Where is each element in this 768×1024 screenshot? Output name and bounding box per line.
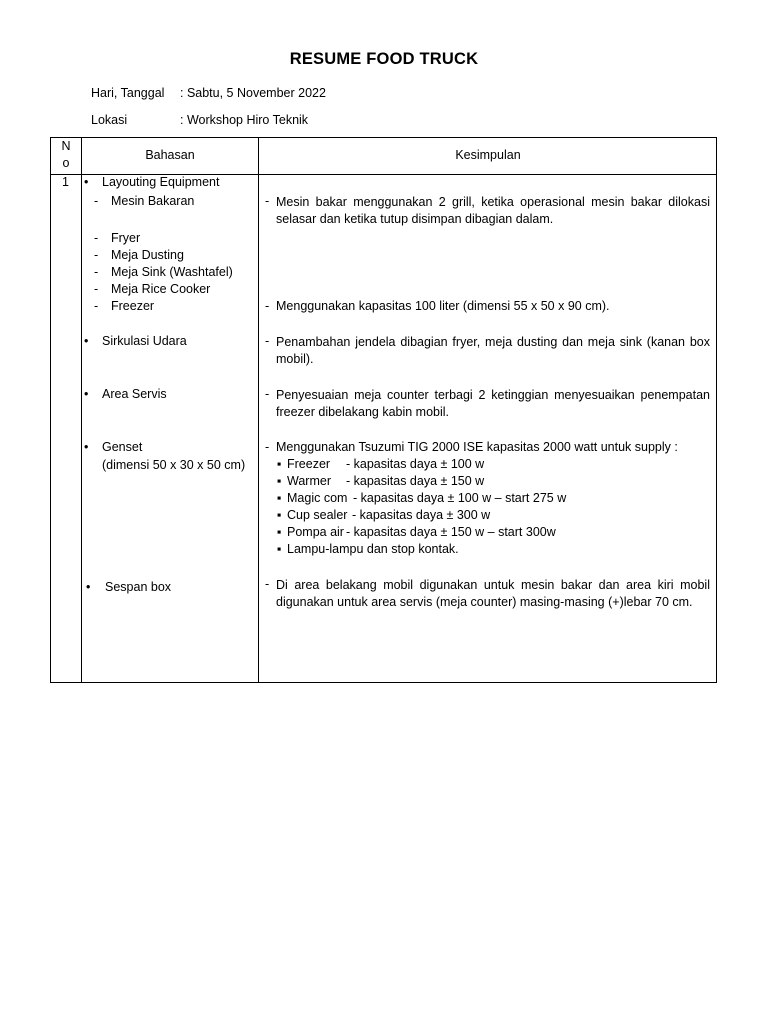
topic-sespan: Sespan box xyxy=(105,580,172,594)
conclusion-area-servis: Penyesuaian meja counter terbagi 2 ketinggian menyesuaikan penempatan freezer dibelakang kabin mobil. xyxy=(276,388,710,419)
conclusion-mesin-bakar: Mesin bakar menggunakan 2 grill, ketika operasional mesin bakar dilokasi selasar dan ketika tutup disimpan dibagian dalam. xyxy=(276,195,710,226)
square-bullet-icon xyxy=(277,457,281,471)
dash-icon xyxy=(94,265,98,279)
genset-item-spec: - kapasitas daya ± 300 w xyxy=(352,508,491,522)
genset-item-name: Warmer xyxy=(287,474,331,488)
square-bullet-icon xyxy=(277,474,281,488)
square-bullet-icon xyxy=(277,508,281,522)
page-title: RESUME FOOD TRUCK xyxy=(289,50,479,68)
genset-item-name: Cup sealer xyxy=(287,508,348,522)
meta-label-date: Hari, Tanggal xyxy=(91,86,165,100)
row-number: 1 xyxy=(62,175,69,189)
topic-area-servis: Area Servis xyxy=(102,387,167,401)
genset-item-name: Freezer xyxy=(287,457,331,471)
conclusion-sespan: Di area belakang mobil digunakan untuk mesin bakar dan area kiri mobil digunakan untuk area servis (meja counter) masing-masing (+)lebar 70 cm. xyxy=(276,578,710,609)
bullet-icon xyxy=(84,175,88,189)
conclusion-freezer: Menggunakan kapasitas 100 liter (dimensi 55 x 50 x 90 cm). xyxy=(276,299,610,313)
conclusion-sirkulasi: Penambahan jendela dibagian fryer, meja dusting dan meja sink (kanan box mobil). xyxy=(276,335,710,366)
column-divider xyxy=(258,138,259,682)
header-no-line1: N xyxy=(61,139,71,153)
dash-icon xyxy=(94,299,98,313)
header-kesimpulan: Kesimpulan xyxy=(455,148,521,162)
square-bullet-icon xyxy=(277,491,281,505)
dash-icon xyxy=(94,248,98,262)
topic-layouting: Layouting Equipment xyxy=(102,175,220,189)
meta-value-location: : Workshop Hiro Teknik xyxy=(180,113,309,127)
genset-item-name: Pompa air xyxy=(287,525,344,539)
equipment-item: Meja Dusting xyxy=(111,248,184,262)
bullet-icon xyxy=(84,334,88,348)
topic-sirkulasi: Sirkulasi Udara xyxy=(102,334,187,348)
conclusion-genset: Menggunakan Tsuzumi TIG 2000 ISE kapasitas 2000 watt untuk supply : xyxy=(276,440,678,454)
column-divider xyxy=(81,138,82,682)
genset-item-spec: - kapasitas daya ± 150 w xyxy=(346,474,485,488)
dash-icon xyxy=(265,440,269,454)
dash-icon xyxy=(94,194,98,208)
equipment-item: Meja Sink (Washtafel) xyxy=(111,265,233,279)
genset-dimension: (dimensi 50 x 30 x 50 cm) xyxy=(102,458,246,472)
genset-item-spec: - kapasitas daya ± 100 w xyxy=(346,457,485,471)
meta-label-location: Lokasi xyxy=(91,113,128,127)
header-no-line2: o xyxy=(62,156,70,170)
resume-table xyxy=(50,137,717,683)
topic-genset: Genset xyxy=(102,440,143,454)
bullet-icon xyxy=(84,440,88,454)
equipment-item: Fryer xyxy=(111,231,141,245)
square-bullet-icon xyxy=(277,542,281,556)
dash-icon xyxy=(265,387,269,401)
dash-icon xyxy=(265,334,269,348)
equipment-item: Freezer xyxy=(111,299,155,313)
genset-item-spec: - kapasitas daya ± 100 w – start 275 w xyxy=(353,491,567,505)
equipment-item: Mesin Bakaran xyxy=(111,194,195,208)
dash-icon xyxy=(94,231,98,245)
equipment-item: Meja Rice Cooker xyxy=(111,282,211,296)
bullet-icon xyxy=(86,580,90,594)
bullet-icon xyxy=(84,387,88,401)
header-bahasan: Bahasan xyxy=(145,148,195,162)
genset-item-name: Magic com xyxy=(287,491,348,505)
square-bullet-icon xyxy=(277,525,281,539)
meta-value-date: : Sabtu, 5 November 2022 xyxy=(180,86,326,100)
dash-icon xyxy=(265,299,269,313)
dash-icon xyxy=(94,282,98,296)
dash-icon xyxy=(265,577,269,591)
genset-item-spec: - kapasitas daya ± 150 w – start 300w xyxy=(346,525,556,539)
dash-icon xyxy=(265,194,269,208)
genset-item-name: Lampu-lampu dan stop kontak. xyxy=(287,542,459,556)
